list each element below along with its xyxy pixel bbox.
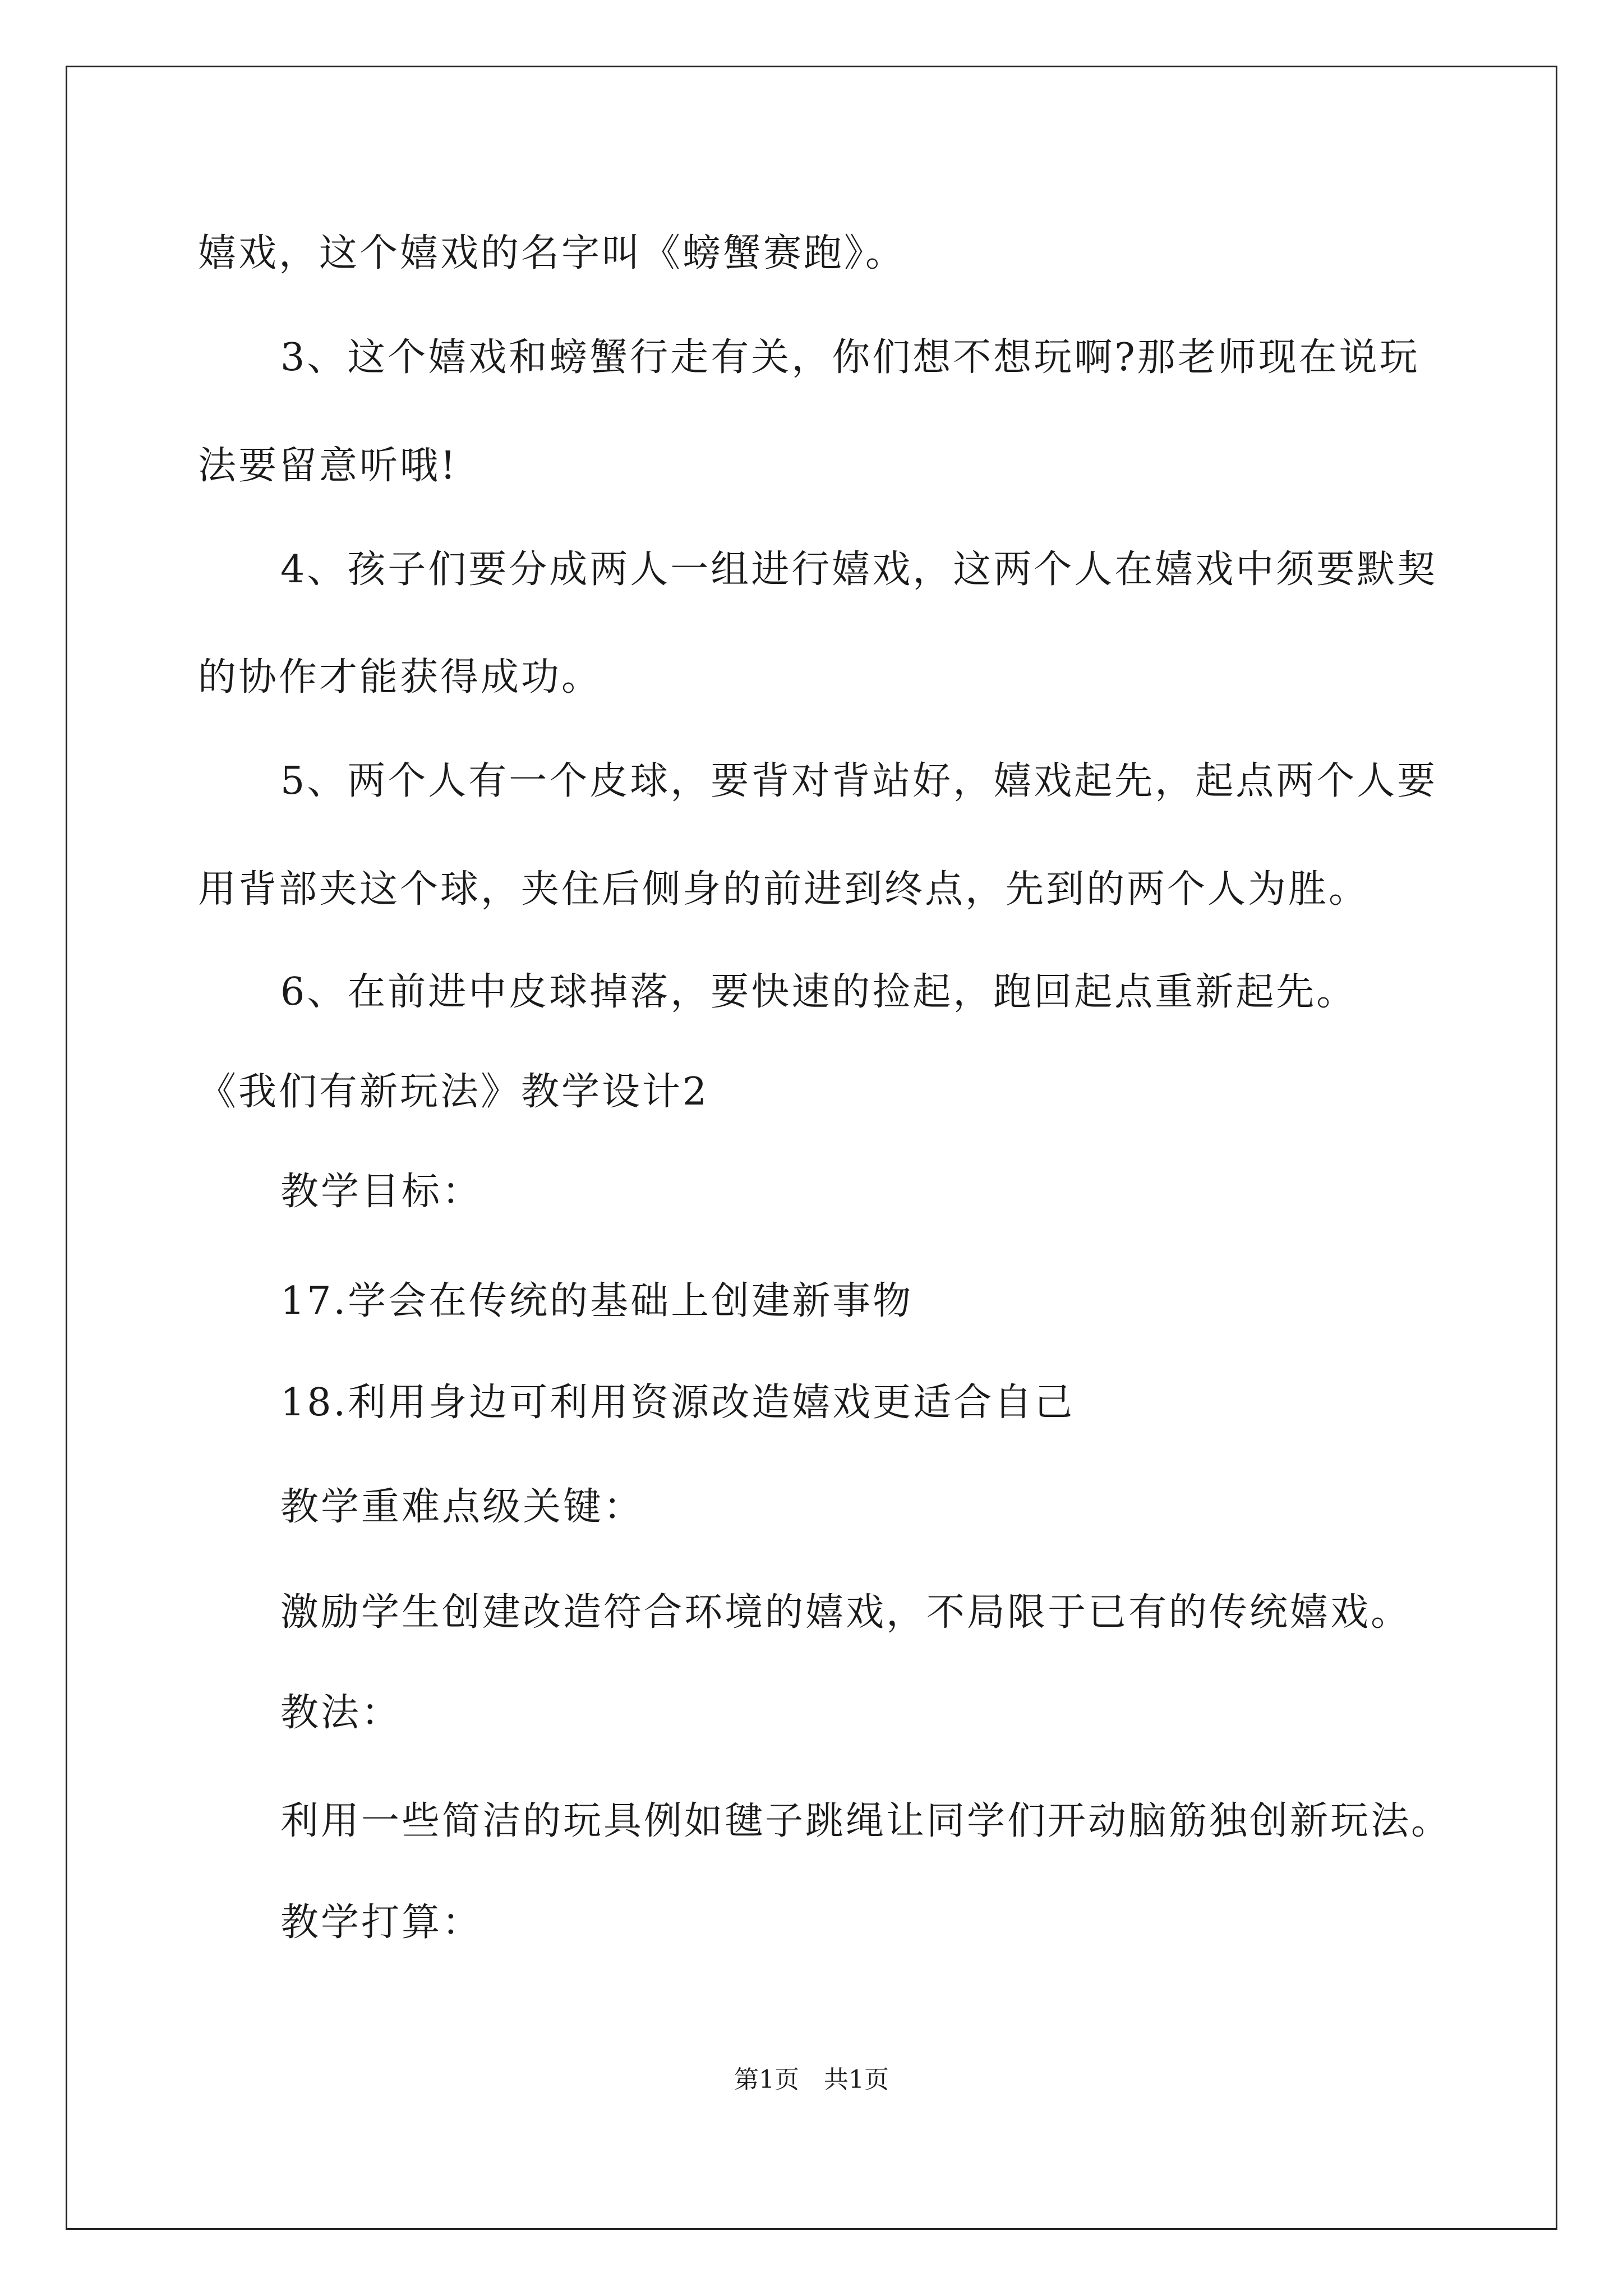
text-line-16: 利用一些简洁的玩具例如毽子跳绳让同学们开动脑筋独创新玩法。	[280, 1799, 1452, 1843]
text-line-14: 激励学生创建改造符合环境的嬉戏，不局限于已有的传统嬉戏。	[280, 1590, 1412, 1635]
text-line-17: 教学打算：	[280, 1901, 483, 1945]
text-line-2: 3、这个嬉戏和螃蟹行走有关，你们想不想玩啊?那老师现在说玩	[280, 335, 1420, 380]
text-line-5: 的协作才能获得成功。	[198, 655, 602, 700]
text-line-6: 5、两个人有一个皮球，要背对背站好，嬉戏起先，起点两个人要	[280, 759, 1438, 803]
text-line-15: 教法：	[280, 1691, 402, 1735]
text-line-10: 教学目标：	[280, 1170, 483, 1214]
text-line-12: 18.利用身边可利用资源改造嬉戏更适合自己	[280, 1381, 1075, 1425]
text-line-8: 6、在前进中皮球掉落，要快速的捡起，跑回起点重新起先。	[280, 970, 1357, 1014]
section-heading: 《我们有新玩法》教学设计2	[198, 1070, 709, 1114]
text-line-3: 法要留意听哦!	[198, 444, 458, 488]
text-line-4: 4、孩子们要分成两人一组进行嬉戏，这两个人在嬉戏中须要默契	[280, 547, 1438, 592]
text-line-1: 嬉戏，这个嬉戏的名字叫《螃蟹赛跑》。	[198, 231, 906, 275]
page-number-footer: 第1页 共1页	[734, 2065, 889, 2094]
text-line-7: 用背部夹这个球，夹住后侧身的前进到终点，先到的两个人为胜。	[198, 867, 1370, 912]
text-line-11: 17.学会在传统的基础上创建新事物	[280, 1279, 914, 1323]
text-line-13: 教学重难点级关键：	[280, 1485, 644, 1529]
